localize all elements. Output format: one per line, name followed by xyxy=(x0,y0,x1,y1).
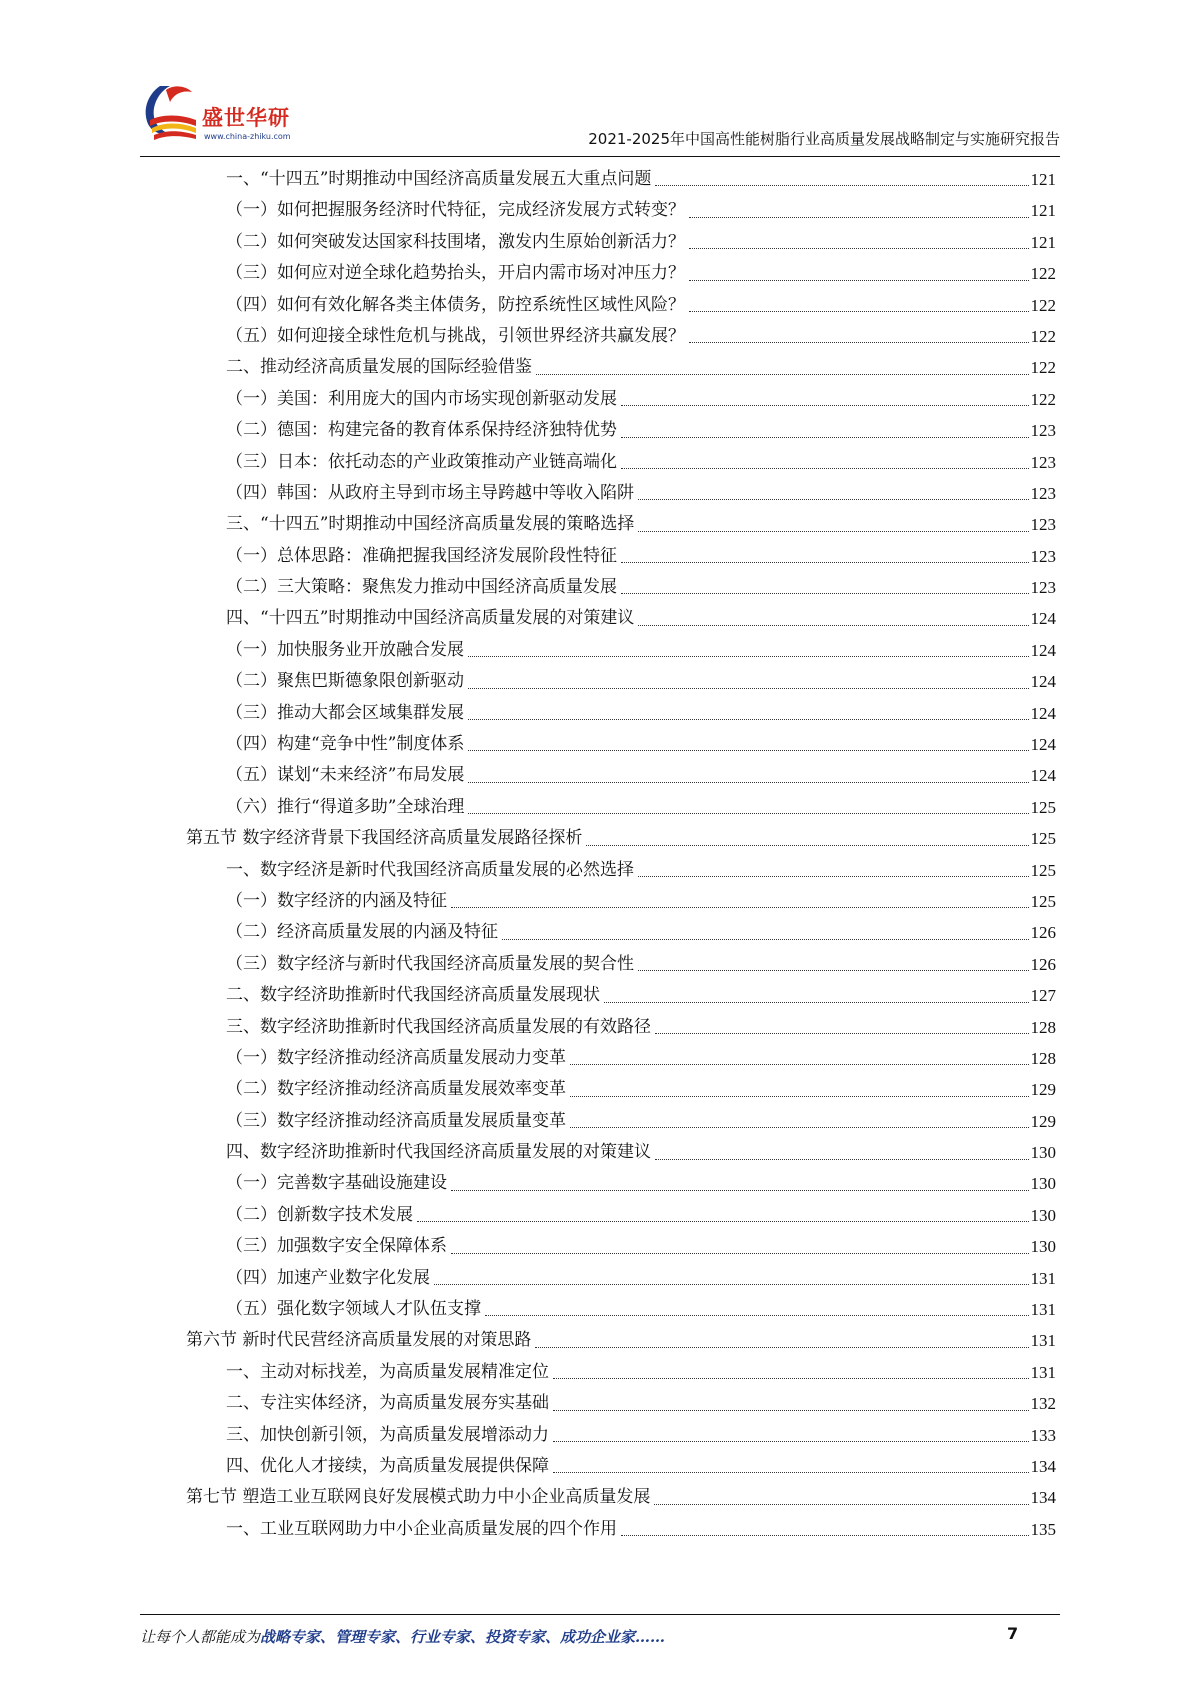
toc-dot-leader xyxy=(638,969,1029,971)
footer-slogan xyxy=(140,1626,665,1647)
brand-logo xyxy=(140,80,300,150)
toc-entry-page: 124 xyxy=(1030,766,1056,786)
toc-entry-page: 125 xyxy=(1030,797,1056,817)
toc-dot-leader xyxy=(535,1346,1028,1348)
table-of-contents xyxy=(186,164,1056,1545)
toc-entry[interactable] xyxy=(186,760,1056,791)
toc-dot-leader xyxy=(621,592,1029,594)
toc-entry-page: 134 xyxy=(1030,1488,1056,1508)
toc-entry-label: 四、数字经济助推新时代我国经济高质量发展的对策建议 xyxy=(226,1142,651,1163)
toc-entry-label: （三）日本：依托动态的产业政策推动产业链高端化 xyxy=(226,451,617,472)
toc-entry[interactable] xyxy=(186,1043,1056,1074)
toc-dot-leader xyxy=(638,530,1028,532)
toc-entry-page: 127 xyxy=(1030,986,1056,1006)
toc-dot-leader xyxy=(553,1471,1029,1473)
toc-entry-page: 122 xyxy=(1030,389,1056,409)
toc-entry-page: 133 xyxy=(1030,1425,1056,1445)
toc-entry-label: （四）构建“竞争中性”制度体系 xyxy=(226,734,465,755)
toc-entry[interactable] xyxy=(186,980,1056,1011)
toc-dot-leader xyxy=(638,624,1028,626)
toc-entry[interactable] xyxy=(186,258,1056,289)
toc-entry[interactable] xyxy=(186,1074,1056,1105)
toc-entry-label: （一）美国：利用庞大的国内市场实现创新驱动发展 xyxy=(226,388,617,409)
toc-entry-page: 125 xyxy=(1030,860,1056,880)
toc-entry-page: 124 xyxy=(1030,672,1056,692)
footer-slogan-highlight: 战略专家、管理专家、行业专家、投资专家、成功企业家…… xyxy=(260,1628,666,1646)
toc-dot-leader xyxy=(604,1001,1029,1003)
toc-entry[interactable] xyxy=(186,1357,1056,1388)
toc-dot-leader xyxy=(502,938,1029,940)
toc-entry-label: （一）如何把握服务经济时代特征，完成经济发展方式转变？ xyxy=(226,200,685,221)
toc-entry-page: 130 xyxy=(1030,1174,1056,1194)
toc-entry-label: 四、优化人才接续，为高质量发展提供保障 xyxy=(226,1456,549,1476)
toc-entry-label: 三、数字经济助推新时代我国经济高质量发展的有效路径 xyxy=(226,1016,651,1037)
toc-entry[interactable] xyxy=(186,1325,1056,1356)
toc-entry[interactable] xyxy=(186,164,1056,195)
toc-dot-leader xyxy=(621,436,1029,438)
toc-entry-page: 123 xyxy=(1030,483,1056,503)
toc-entry-label: （二）三大策略：聚焦发力推动中国经济高质量发展 xyxy=(226,577,617,598)
toc-entry-label: （三）推动大都会区域集群发展 xyxy=(226,702,464,723)
toc-dot-leader xyxy=(553,1440,1029,1442)
toc-entry-label: 二、专注实体经济，为高质量发展夯实基础 xyxy=(226,1393,549,1414)
toc-entry-page: 130 xyxy=(1030,1205,1056,1225)
toc-entry-page: 132 xyxy=(1030,1394,1056,1414)
toc-entry[interactable] xyxy=(186,1263,1056,1294)
toc-entry[interactable] xyxy=(186,352,1056,383)
toc-entry-label: 第七节 塑造工业互联网良好发展模式助力中小企业高质量发展 xyxy=(186,1487,651,1508)
toc-entry-label: 第六节 新时代民营经济高质量发展的对策思路 xyxy=(186,1330,532,1351)
toc-dot-leader xyxy=(434,1283,1029,1285)
logo-emblem-icon xyxy=(140,80,204,146)
toc-entry[interactable] xyxy=(186,415,1056,446)
toc-dot-leader xyxy=(621,467,1029,469)
toc-dot-leader xyxy=(485,1314,1029,1316)
toc-entry-page: 122 xyxy=(1030,264,1056,284)
toc-entry-label: （二）创新数字技术发展 xyxy=(226,1204,413,1225)
footer-divider xyxy=(140,1614,1060,1615)
toc-entry-page: 122 xyxy=(1030,358,1056,378)
toc-entry[interactable] xyxy=(186,447,1056,478)
toc-dot-leader xyxy=(468,718,1029,720)
toc-entry[interactable] xyxy=(186,509,1056,540)
toc-dot-leader xyxy=(468,655,1029,657)
toc-entry-page: 130 xyxy=(1030,1143,1056,1163)
toc-dot-leader xyxy=(417,1220,1029,1222)
toc-entry-page: 128 xyxy=(1030,1048,1056,1068)
toc-dot-leader xyxy=(654,1503,1028,1505)
toc-entry-page: 121 xyxy=(1030,169,1056,189)
toc-entry-label: （五）强化数字领域人才队伍支撑 xyxy=(226,1299,481,1320)
toc-entry-page: 124 xyxy=(1030,609,1056,629)
toc-dot-leader xyxy=(621,404,1029,406)
toc-entry-label: （一）数字经济的内涵及特征 xyxy=(226,890,447,911)
toc-dot-leader xyxy=(689,247,1029,249)
toc-dot-leader xyxy=(468,687,1029,689)
toc-dot-leader xyxy=(451,1252,1029,1254)
toc-entry-page: 123 xyxy=(1030,578,1056,598)
toc-entry[interactable] xyxy=(186,1294,1056,1325)
toc-entry[interactable] xyxy=(186,823,1056,854)
toc-dot-leader xyxy=(451,1189,1029,1191)
toc-entry-label: （四）如何有效化解各类主体债务，防控系统性区域性风险？ xyxy=(226,294,685,315)
toc-entry-label: 三、加快创新引领，为高质量发展增添动力 xyxy=(226,1424,549,1445)
toc-dot-leader xyxy=(655,184,1028,186)
toc-entry-label: 一、工业互联网助力中小企业高质量发展的四个作用 xyxy=(226,1518,617,1539)
toc-entry[interactable] xyxy=(186,1388,1056,1419)
toc-entry-page: 126 xyxy=(1030,954,1056,974)
toc-entry[interactable] xyxy=(186,195,1056,226)
toc-entry-label: （五）谋划“未来经济”布局发展 xyxy=(226,765,465,786)
toc-entry[interactable] xyxy=(186,917,1056,948)
toc-entry-label: （一）数字经济推动经济高质量发展动力变革 xyxy=(226,1047,566,1068)
toc-entry[interactable] xyxy=(186,1200,1056,1231)
toc-dot-leader xyxy=(570,1063,1029,1065)
toc-entry-page: 123 xyxy=(1030,546,1056,566)
toc-entry[interactable] xyxy=(186,1514,1056,1545)
toc-entry[interactable] xyxy=(186,1137,1056,1168)
toc-entry[interactable] xyxy=(186,384,1056,415)
toc-entry-page: 128 xyxy=(1030,1017,1056,1037)
footer-slogan-prefix: 让每个人都能成为 xyxy=(140,1628,261,1646)
toc-entry[interactable] xyxy=(186,855,1056,886)
toc-entry-page: 124 xyxy=(1030,703,1056,723)
toc-entry-page: 122 xyxy=(1030,326,1056,346)
toc-entry-label: （四）韩国：从政府主导到市场主导跨越中等收入陷阱 xyxy=(226,482,634,503)
toc-entry-page: 129 xyxy=(1030,1080,1056,1100)
toc-entry-label: （一）加快服务业开放融合发展 xyxy=(226,639,464,660)
toc-dot-leader xyxy=(621,1534,1029,1536)
toc-entry-page: 131 xyxy=(1030,1268,1056,1288)
toc-entry[interactable] xyxy=(186,321,1056,352)
toc-entry-page: 124 xyxy=(1030,640,1056,660)
brand-url: www.china-zhiku.com xyxy=(204,132,291,141)
toc-dot-leader xyxy=(586,844,1028,846)
page-header xyxy=(140,80,1060,152)
toc-dot-leader xyxy=(468,781,1028,783)
toc-entry-page: 130 xyxy=(1030,1237,1056,1257)
toc-entry-page: 125 xyxy=(1030,829,1056,849)
toc-entry[interactable] xyxy=(186,792,1056,823)
toc-entry[interactable] xyxy=(186,290,1056,321)
toc-entry-label: （五）如何迎接全球性危机与挑战，引领世界经济共赢发展？ xyxy=(226,325,685,346)
toc-entry-label: 二、推动经济高质量发展的国际经验借鉴 xyxy=(226,357,532,378)
toc-entry-label: 三、“十四五”时期推动中国经济高质量发展的策略选择 xyxy=(226,514,635,535)
toc-entry[interactable] xyxy=(186,949,1056,980)
toc-dot-leader xyxy=(451,906,1029,908)
toc-entry[interactable] xyxy=(186,1106,1056,1137)
toc-entry-page: 126 xyxy=(1030,923,1056,943)
toc-dot-leader xyxy=(689,310,1029,312)
toc-entry-label: （二）聚焦巴斯德象限创新驱动 xyxy=(226,671,464,692)
toc-dot-leader xyxy=(655,1032,1029,1034)
toc-entry[interactable] xyxy=(186,698,1056,729)
toc-entry-label: 一、主动对标找差，为高质量发展精准定位 xyxy=(226,1361,549,1382)
toc-entry-label: （三）数字经济推动经济高质量发展质量变革 xyxy=(226,1110,566,1131)
toc-entry-label: 一、数字经济是新时代我国经济高质量发展的必然选择 xyxy=(226,859,634,880)
toc-entry-label: （三）数字经济与新时代我国经济高质量发展的契合性 xyxy=(226,953,634,974)
toc-entry[interactable] xyxy=(186,1169,1056,1200)
toc-entry[interactable] xyxy=(186,1012,1056,1043)
toc-entry-page: 122 xyxy=(1030,295,1056,315)
toc-dot-leader xyxy=(689,279,1029,281)
toc-entry-label: 一、“十四五”时期推动中国经济高质量发展五大重点问题 xyxy=(226,168,652,189)
toc-entry-page: 131 xyxy=(1030,1300,1056,1320)
header-divider xyxy=(140,156,1060,157)
toc-entry-label: （一）完善数字基础设施建设 xyxy=(226,1173,447,1194)
toc-entry-page: 121 xyxy=(1030,232,1056,252)
toc-dot-leader xyxy=(570,1126,1029,1128)
toc-entry-label: （六）推行“得道多助”全球治理 xyxy=(226,796,465,817)
toc-entry-page: 125 xyxy=(1030,891,1056,911)
toc-entry-page: 121 xyxy=(1030,201,1056,221)
toc-entry[interactable] xyxy=(186,541,1056,572)
toc-entry[interactable] xyxy=(186,227,1056,258)
toc-dot-leader xyxy=(638,875,1029,877)
toc-entry-label: （三）如何应对逆全球化趋势抬头，开启内需市场对冲压力？ xyxy=(226,263,685,284)
toc-dot-leader xyxy=(553,1377,1029,1379)
toc-entry[interactable] xyxy=(186,1482,1056,1513)
toc-entry-page: 123 xyxy=(1030,421,1056,441)
page-number: 7 xyxy=(1007,1624,1019,1643)
toc-entry-label: 第五节 数字经济背景下我国经济高质量发展路径探析 xyxy=(186,828,583,849)
toc-entry-label: （三）加强数字安全保障体系 xyxy=(226,1236,447,1257)
report-title: 2021-2025年中国高性能树脂行业高质量发展战略制定与实施研究报告 xyxy=(588,130,1060,148)
toc-dot-leader xyxy=(689,341,1029,343)
toc-entry[interactable] xyxy=(186,1231,1056,1262)
toc-entry-page: 131 xyxy=(1030,1331,1056,1351)
toc-entry-label: （二）数字经济推动经济高质量发展效率变革 xyxy=(226,1079,566,1100)
toc-entry[interactable] xyxy=(186,729,1056,760)
toc-entry[interactable] xyxy=(186,603,1056,634)
toc-entry-label: （二）如何突破发达国家科技围堵，激发内生原始创新活力？ xyxy=(226,231,685,252)
toc-entry-page: 129 xyxy=(1030,1111,1056,1131)
toc-entry[interactable] xyxy=(186,572,1056,603)
brand-name: 盛世华研 xyxy=(202,106,290,130)
toc-entry[interactable] xyxy=(186,635,1056,666)
toc-entry-label: 四、“十四五”时期推动中国经济高质量发展的对策建议 xyxy=(226,608,635,629)
toc-entry-page: 123 xyxy=(1030,452,1056,472)
toc-dot-leader xyxy=(689,216,1029,218)
toc-dot-leader xyxy=(553,1409,1029,1411)
toc-dot-leader xyxy=(570,1095,1029,1097)
toc-entry[interactable] xyxy=(186,478,1056,509)
toc-entry-label: （二）德国：构建完备的教育体系保持经济独特优势 xyxy=(226,420,617,441)
toc-entry-page: 124 xyxy=(1030,735,1056,755)
toc-entry[interactable] xyxy=(186,666,1056,697)
toc-entry-page: 135 xyxy=(1030,1519,1056,1539)
toc-dot-leader xyxy=(468,749,1028,751)
toc-entry-page: 134 xyxy=(1030,1457,1056,1476)
toc-entry-page: 123 xyxy=(1030,515,1056,535)
toc-entry[interactable] xyxy=(186,1451,1056,1482)
toc-entry-label: （二）经济高质量发展的内涵及特征 xyxy=(226,922,498,943)
toc-entry-label: 二、数字经济助推新时代我国经济高质量发展现状 xyxy=(226,985,600,1006)
toc-dot-leader xyxy=(638,498,1029,500)
toc-entry-page: 131 xyxy=(1030,1362,1056,1382)
toc-dot-leader xyxy=(621,561,1029,563)
toc-entry[interactable] xyxy=(186,1420,1056,1451)
toc-entry[interactable] xyxy=(186,886,1056,917)
toc-dot-leader xyxy=(536,373,1029,375)
toc-dot-leader xyxy=(655,1158,1029,1160)
toc-entry-label: （四）加速产业数字化发展 xyxy=(226,1267,430,1288)
toc-entry-label: （一）总体思路：准确把握我国经济发展阶段性特征 xyxy=(226,545,617,566)
toc-dot-leader xyxy=(468,812,1028,814)
